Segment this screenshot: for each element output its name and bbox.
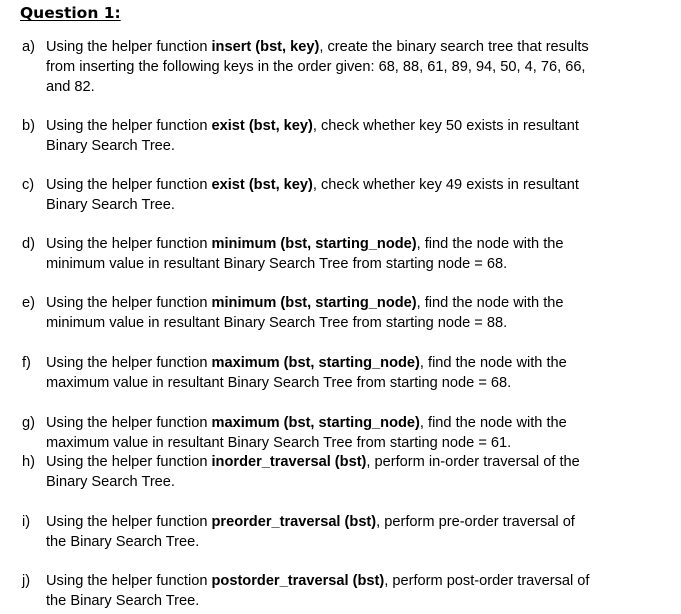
item-line-1: Using the helper function exist (bst, key), check whether key 50 exists in resultant <box>46 118 579 134</box>
item-line-2: Binary Search Tree. <box>46 197 175 213</box>
item-marker: a) <box>22 39 35 55</box>
item-marker: e) <box>22 295 35 311</box>
question-title: Question 1: <box>20 4 121 22</box>
function-name: insert (bst, key) <box>211 39 320 55</box>
item-marker: c) <box>22 177 35 193</box>
item-line-2: from inserting the following keys in the order given: 68, 88, 61, 89, 94, 50, 4, 76, 66, <box>46 59 586 75</box>
item-marker: f) <box>22 355 31 371</box>
question-item-j <box>22 571 662 611</box>
function-name: minimum (bst, starting_node) <box>211 236 417 252</box>
item-line-1: Using the helper function preorder_traversal (bst), perform pre-order traversal of <box>46 514 575 530</box>
item-line-2: Binary Search Tree. <box>46 474 175 490</box>
item-line-2: Binary Search Tree. <box>46 138 175 154</box>
item-line-1: Using the helper function exist (bst, key), check whether key 49 exists in resultant <box>46 177 579 193</box>
item-line-2: minimum value in resultant Binary Search Tree from starting node = 88. <box>46 315 508 331</box>
item-line-1: Using the helper function insert (bst, key), create the binary search tree that results <box>46 39 589 55</box>
function-name: postorder_traversal (bst) <box>211 573 385 589</box>
item-line-1: Using the helper function inorder_traversal (bst), perform in-order traversal of the <box>46 454 580 470</box>
item-marker: h) <box>22 454 35 470</box>
item-marker: g) <box>22 415 35 431</box>
question-item-b <box>22 116 662 156</box>
question-item-e <box>22 293 662 333</box>
question-item-g <box>22 413 662 453</box>
item-line-1: Using the helper function minimum (bst, starting_node), find the node with the <box>46 236 564 252</box>
question-item-c <box>22 175 662 215</box>
item-line-1: Using the helper function maximum (bst, starting_node), find the node with the <box>46 355 567 371</box>
item-marker: b) <box>22 118 35 134</box>
function-name: exist (bst, key) <box>211 177 313 193</box>
question-item-h <box>22 452 662 492</box>
function-name: preorder_traversal (bst) <box>211 514 377 530</box>
item-marker: j) <box>22 573 31 589</box>
function-name: maximum (bst, starting_node) <box>211 355 420 371</box>
question-item-a <box>22 37 662 97</box>
item-line-1: Using the helper function minimum (bst, starting_node), find the node with the <box>46 295 564 311</box>
item-marker: i) <box>22 514 31 530</box>
item-line-1: Using the helper function maximum (bst, starting_node), find the node with the <box>46 415 567 431</box>
question-item-d <box>22 234 662 274</box>
item-line-2: maximum value in resultant Binary Search Tree from starting node = 61. <box>46 435 512 451</box>
item-line-3: and 82. <box>46 79 95 95</box>
function-name: maximum (bst, starting_node) <box>211 415 420 431</box>
function-name: inorder_traversal (bst) <box>211 454 367 470</box>
function-name: minimum (bst, starting_node) <box>211 295 417 311</box>
function-name: exist (bst, key) <box>211 118 313 134</box>
item-line-2: the Binary Search Tree. <box>46 593 200 609</box>
question-item-f <box>22 353 662 393</box>
question-item-i <box>22 512 662 552</box>
item-line-2: the Binary Search Tree. <box>46 534 200 550</box>
item-line-2: maximum value in resultant Binary Search Tree from starting node = 68. <box>46 375 512 391</box>
item-marker: d) <box>22 236 35 252</box>
item-line-1: Using the helper function postorder_traversal (bst), perform post-order traversal of <box>46 573 590 589</box>
item-line-2: minimum value in resultant Binary Search Tree from starting node = 68. <box>46 256 508 272</box>
